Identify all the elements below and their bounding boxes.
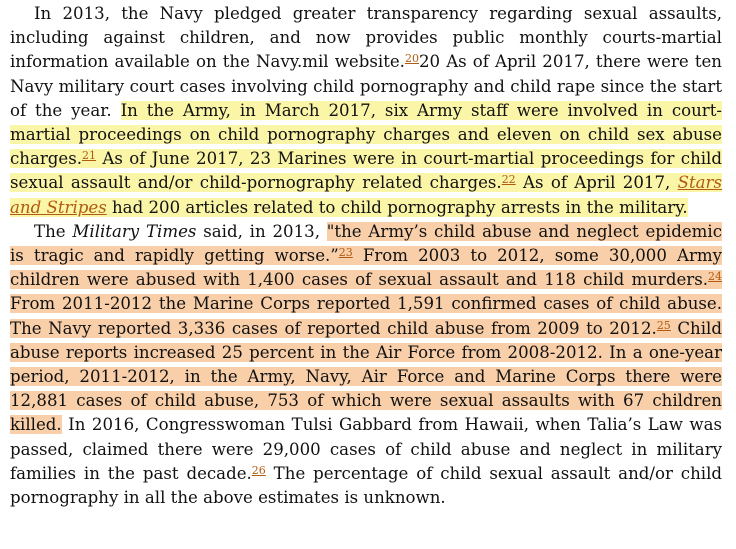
footnote-26[interactable]: 26	[251, 463, 266, 477]
footnote-20[interactable]: 20	[404, 52, 419, 66]
footnote-25[interactable]: 25	[656, 318, 671, 332]
para2-highlight-c: From 2011-2012 the Marine Corps reported 1,591 confirmed cases of child abuse. The Navy reported 3,336 cases of reported child abuse from 2009 to 2012.	[10, 294, 722, 338]
para2-text-d: The percentage of child sexual assault and/or child pornography in all the above estimates is unknown.	[10, 463, 722, 508]
para2-highlight-a: "the Army’s child abuse and neglect epidemic is tragic and rapidly getting worse.”	[10, 221, 722, 266]
para1-text-a: In 2013, the Navy pledged greater transparency regarding sexual assaults, including against children, and now provides public monthly courts-martial information available on the Navy.mil website.	[10, 4, 722, 72]
para1-highlight-c: As of April 2017,	[515, 173, 678, 193]
para2-text-c: In 2016, Congresswoman Tulsi Gabbard from Hawaii, when Talia’s Law was passed, claimed there were 29,000 cases of child abuse and neglect in military families in the past decade.	[10, 415, 722, 483]
paragraph-military-times	[10, 220, 722, 510]
para1-highlight-d: had 200 articles related to child pornography arrests in the military.	[106, 197, 688, 217]
para1-highlight-b: As of June 2017, 23 Marines were in court-martial proceedings for child sexual assault and/or child-pornography related charges.	[10, 149, 722, 193]
para2-text-a: The	[34, 221, 73, 241]
paragraph-navy-army-marines	[10, 2, 722, 220]
military-times-title: Military Times	[72, 221, 197, 241]
highlight-child-abuse-stats	[10, 222, 722, 435]
para2-highlight-b: From 2003 to 2012, some 30,000 Army children were abused with 1,400 cases of sexual assault and 118 child murders.	[10, 246, 722, 290]
footnote-22[interactable]: 22	[501, 173, 516, 187]
footnote-23[interactable]: 23	[338, 246, 353, 260]
para2-highlight-d: Child abuse reports increased 25 percent in the Air Force from 2008-2012. In a one-year period, 2011-2012, in the Army, Navy, Air Force and Marine Corps there were 12,881 cases of child abuse, 753 of which were sexual assaults with 67 children killed.	[10, 318, 722, 435]
stars-and-stripes-link[interactable]: Stars and Stripes	[10, 173, 722, 217]
para1-text-b: 20 As of April 2017, there were ten Navy military court cases involving child pornography and child rape since the start of the year.	[10, 52, 722, 120]
footnote-21[interactable]: 21	[82, 149, 97, 163]
para2-text-b: said, in 2013,	[196, 221, 327, 241]
para1-highlight-a: In the Army, in March 2017, six Army staff were involved in court-martial proceedings on child pornography charges and eleven on child sex abuse charges.	[10, 100, 722, 169]
document-body	[10, 2, 722, 510]
footnote-24[interactable]: 24	[708, 270, 722, 284]
